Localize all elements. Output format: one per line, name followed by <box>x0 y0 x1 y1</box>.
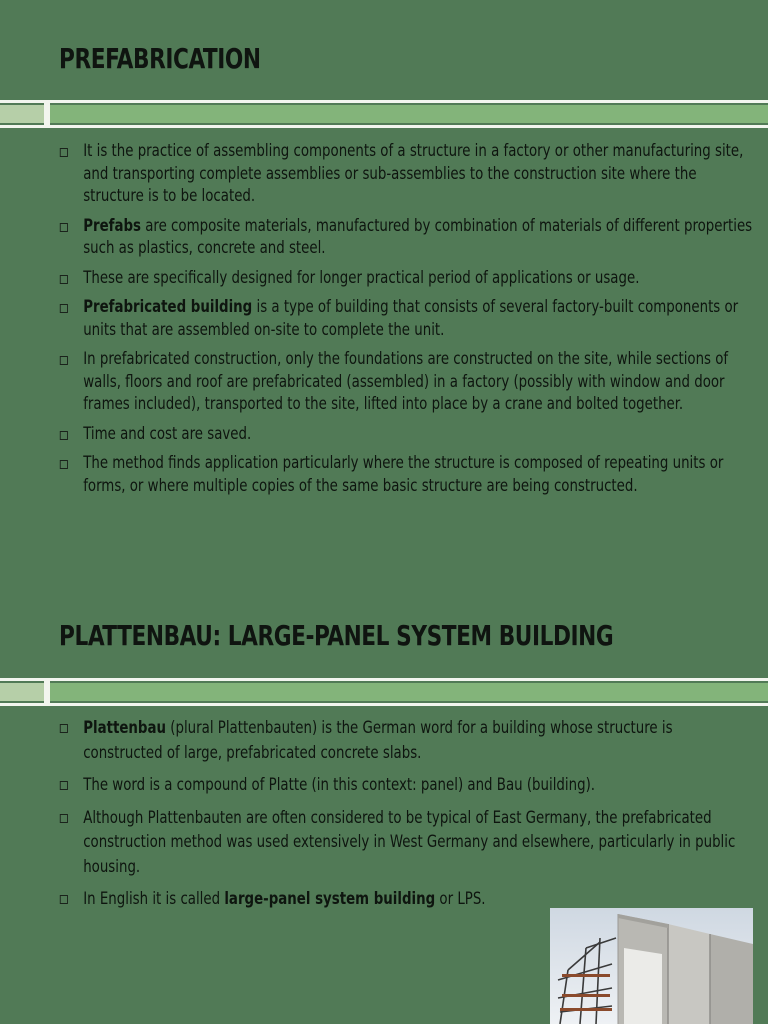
title-divider-bar <box>0 678 768 706</box>
bullet-bold-text: Prefabricated building <box>83 297 253 316</box>
bullet-bold-text: Plattenbau <box>83 718 167 737</box>
building-photo <box>550 908 753 1024</box>
slide-plattenbau <box>0 575 768 1024</box>
bullet-item <box>58 773 755 798</box>
bullet-text: Although Plattenbauten are often considered to be typical of East Germany, the prefabricated construction method was used extensively in West Germany and elsewhere, particularly in public housing. <box>83 807 736 876</box>
bullet-text: Time and cost are saved. <box>83 423 252 443</box>
bullet-text: In English it is called <box>83 889 225 908</box>
bullet-list <box>58 140 753 504</box>
bullet-item <box>58 348 755 416</box>
bullet-text: or LPS. <box>435 889 486 908</box>
bullet-text: The word is a compound of Platte (in this context: panel) and Bau (building). <box>83 775 596 794</box>
square-bullet-icon <box>60 223 68 232</box>
square-bullet-icon <box>60 895 68 904</box>
bullet-item <box>58 806 755 880</box>
bullet-item <box>58 423 755 446</box>
bullet-item <box>58 267 755 290</box>
bullet-text: These are specifically designed for longer practical period of applications or usage. <box>83 267 640 287</box>
square-bullet-icon <box>60 724 68 733</box>
square-bullet-icon <box>60 304 68 313</box>
bullet-text: The method finds application particularly where the structure is composed of repeating units or forms, or where multiple copies of the same basic structure are being constructed. <box>83 453 724 495</box>
title-divider-bar <box>0 100 768 128</box>
bullet-item <box>58 452 755 497</box>
square-bullet-icon <box>60 275 68 284</box>
bullet-bold-text: Prefabs <box>83 215 141 235</box>
bullet-text: are composite materials, manufactured by combination of materials of different properties such as plastics, concrete and steel. <box>83 215 753 257</box>
bullet-bold-text: large-panel system building <box>224 889 436 908</box>
slide-title: PREFABRICATION <box>59 42 261 75</box>
square-bullet-icon <box>60 781 68 790</box>
square-bullet-icon <box>60 148 68 157</box>
square-bullet-icon <box>60 460 68 469</box>
bullet-text: It is the practice of assembling components of a structure in a factory or other manufacturing site, and transporting complete assemblies or sub-assemblies to the construction site where the structure is to be located. <box>83 141 744 205</box>
bullet-item <box>58 296 755 341</box>
bullet-item <box>58 140 755 208</box>
slide-title: PLATTENBAU: LARGE-PANEL SYSTEM BUILDING <box>59 619 614 652</box>
building-icon <box>550 908 753 1024</box>
bullet-item <box>58 215 755 260</box>
square-bullet-icon <box>60 431 68 440</box>
square-bullet-icon <box>60 356 68 365</box>
bullet-item <box>58 716 755 765</box>
bullet-text: (plural Plattenbauten) is the German word for a building whose structure is constructed of large, prefabricated concrete slabs. <box>83 718 673 762</box>
bullet-text: is a type of building that consists of several factory-built components or units that are assembled on-site to complete the unit. <box>83 297 739 339</box>
bullet-list <box>58 716 736 920</box>
bullet-text: In prefabricated construction, only the foundations are constructed on the site, while sections of walls, floors and roof are prefabricated (assembled) in a factory (possibly with window and door frames included), transported to the site, lifted into place by a crane and bolted together. <box>83 349 729 413</box>
square-bullet-icon <box>60 814 68 823</box>
